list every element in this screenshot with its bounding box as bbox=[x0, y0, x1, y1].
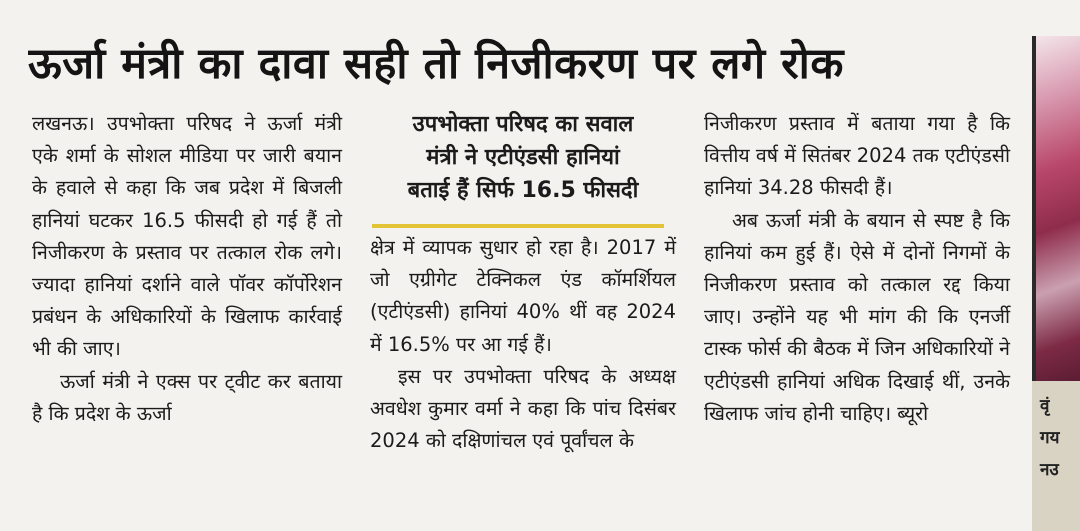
subhead-underline-rule bbox=[372, 224, 664, 228]
article-headline: ऊर्जा मंत्री का दावा सही तो निजीकरण पर लगे रोक bbox=[28, 39, 844, 89]
paragraph: इस पर उपभोक्ता परिषद के अध्यक्ष अवधेश कुमार वर्मा ने कहा कि पांच दिसंबर 2024 को दक्षिणांचल एवं पूर्वांचल के bbox=[370, 364, 676, 453]
adjacent-photo-caption bbox=[1032, 381, 1080, 531]
paragraph: लखनऊ। उपभोक्ता परिषद ने ऊर्जा मंत्री एके शर्मा के सोशल मीडिया पर जारी बयान के हवाले से कहा कि जब प्रदेश में बिजली हानियां घटकर 16.5 फीसदी हो गई हैं तो निजीकरण के प्रस्ताव पर तत्काल रोक लगे। ज्यादा हानियां दर्शाने वाले पॉवर कॉर्पोरेशन प्रबंधन के अधिकारियों के खिलाफ कार्रवाई भी की जाए। bbox=[32, 112, 342, 361]
paragraph: अब ऊर्जा मंत्री के बयान से स्पष्ट है कि हानियां कम हुई हैं। ऐसे में दोनों निगमों के निजीकरण प्रस्ताव को तत्काल रद्द किया जाए। उन्होंने यह भी मांग की कि एनर्जी टास्क फोर्स की बैठक में जिन अधिकारियों ने एटीएंडसी हानियां अधिक दिखाई थीं, उनके खिलाफ जांच होनी चाहिए। ब्यूरो bbox=[704, 208, 1010, 425]
article-column-3 bbox=[704, 108, 1010, 430]
article-column-2 bbox=[370, 232, 676, 457]
paragraph: क्षेत्र में व्यापक सुधार हो रहा है। 2017 में जो एग्रीगेट टेक्निकल एंड कॉमर्शियल (एटीएंडसी) हानियां 40% थीं वह 2024 में 16.5% पर आ गई हैं। bbox=[370, 236, 676, 356]
caption-fragment: गय bbox=[1040, 428, 1060, 448]
subhead-line: मंत्री ने एटीएंडसी हानियां bbox=[426, 145, 620, 170]
caption-fragment: नउ bbox=[1040, 460, 1059, 480]
caption-fragment: वृं bbox=[1040, 396, 1050, 416]
subhead-line: उपभोक्ता परिषद का सवाल bbox=[412, 112, 634, 137]
paragraph: निजीकरण प्रस्ताव में बताया गया है कि वित्तीय वर्ष में सितंबर 2024 तक एटीएंडसी हानियां 34.28 फीसदी हैं। bbox=[704, 112, 1010, 200]
paragraph: ऊर्जा मंत्री ने एक्स पर ट्वीट कर बताया है कि प्रदेश के ऊर्जा bbox=[32, 369, 342, 425]
cropped-previous-text-strip bbox=[0, 0, 1080, 10]
article-column-1 bbox=[32, 108, 342, 430]
subhead-line: बताई हैं सिर्फ 16.5 फीसदी bbox=[407, 178, 639, 203]
article-subheadline bbox=[370, 108, 676, 207]
adjacent-article-photo bbox=[1036, 36, 1080, 381]
